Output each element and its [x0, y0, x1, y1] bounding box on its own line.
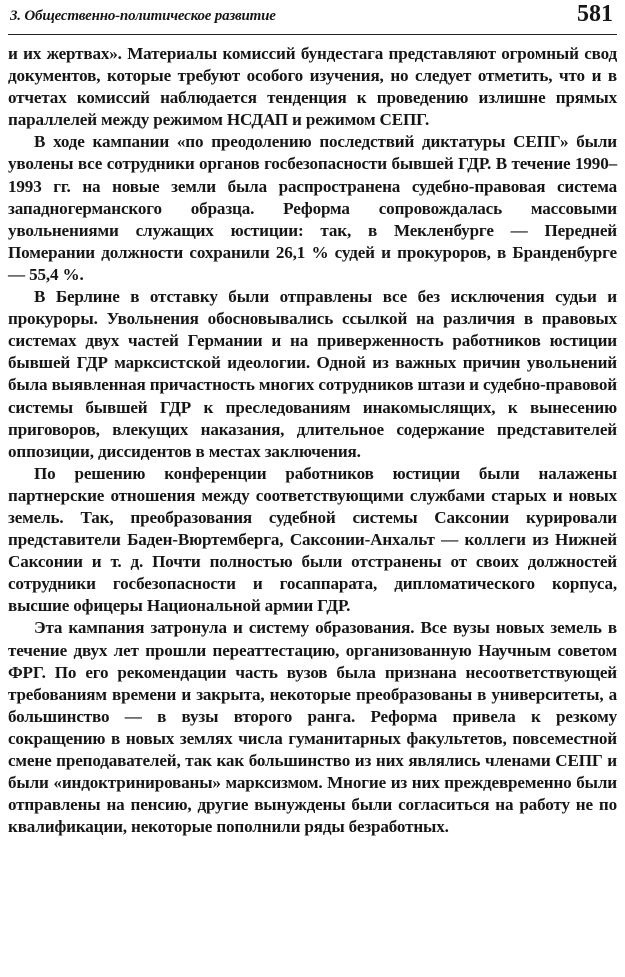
body-text	[8, 43, 617, 838]
paragraph-continued: и их жертвах». Материалы комиссий бундестага представляют огромный свод документов, которые требуют особого изучения, но следует отметить, что и в отчетах комиссий наблюдается тенденция к проведению излишне прямых параллелей между режимом НСДАП и режимом СЕПГ.	[8, 44, 617, 130]
page-number: 581	[577, 1, 613, 27]
paragraph: В ходе кампании «по преодолению последствий диктатуры СЕПГ» были уволены все сотрудники органов госбезопасности бывшей ГДР. В течение 1990–1993 гг. на новые земли была распространена судебно-правовая система западногерманского образца. Реформа сопровождалась массовыми увольнениями служащих юстиции: так, в Мекленбурге — Передней Померании должности сохранили 26,1 % судей и прокуроров, в Бранденбурге — 55,4 %.	[8, 132, 617, 284]
paragraph: Эта кампания затронула и систему образования. Все вузы новых земель в течение двух лет прошли переаттестацию, организованную Научным советом ФРГ. По его рекомендации часть вузов была признана несоответствующей требованиям времени и закрыта, некоторые преобразованы в университеты, а большинство — в вузы второго ранга. Реформа привела к резкому сокращению в новых землях числа гуманитарных факультетов, повсеместной смене преподавателей, так как большинство из них являлись членами СЕПГ и были «индоктринированы» марксизмом. Многие из них преждевременно были отправлены на пенсию, другие вынуждены были согласиться на работу не по квалификации, некоторые пополнили ряды безработных.	[8, 618, 617, 837]
paragraph: В Берлине в отставку были отправлены все без исключения судьи и прокуроры. Увольнения обосновывались ссылкой на различия в правовых системах двух частей Германии и на приверженность работников юстиции бывшей ГДР марксистской идеологии. Одной из важных причин увольнений была выявленная причастность многих сотрудников штази и судебно-правовой системы бывшей ГДР к преследованиям инакомыслящих, к вынесению приговоров, влекущих наказания, длительное содержание представителей оппозиции, диссидентов в местах заключения.	[8, 287, 617, 461]
page-header	[8, 0, 617, 35]
running-title: 3. Общественно-политическое развитие	[10, 8, 276, 24]
paragraph: По решению конференции работников юстиции были налажены партнерские отношения между соответствующими службами старых и новых земель. Так, преобразования судебной системы Саксонии курировали представители Баден-Вюртемберга, Саксонии-Анхальт — коллеги из Нижней Саксонии и т. д. Почти полностью были отстранены от своих должностей сотрудники госбезопасности и госаппарата, дипломатического корпуса, высшие офицеры Национальной армии ГДР.	[8, 463, 617, 616]
